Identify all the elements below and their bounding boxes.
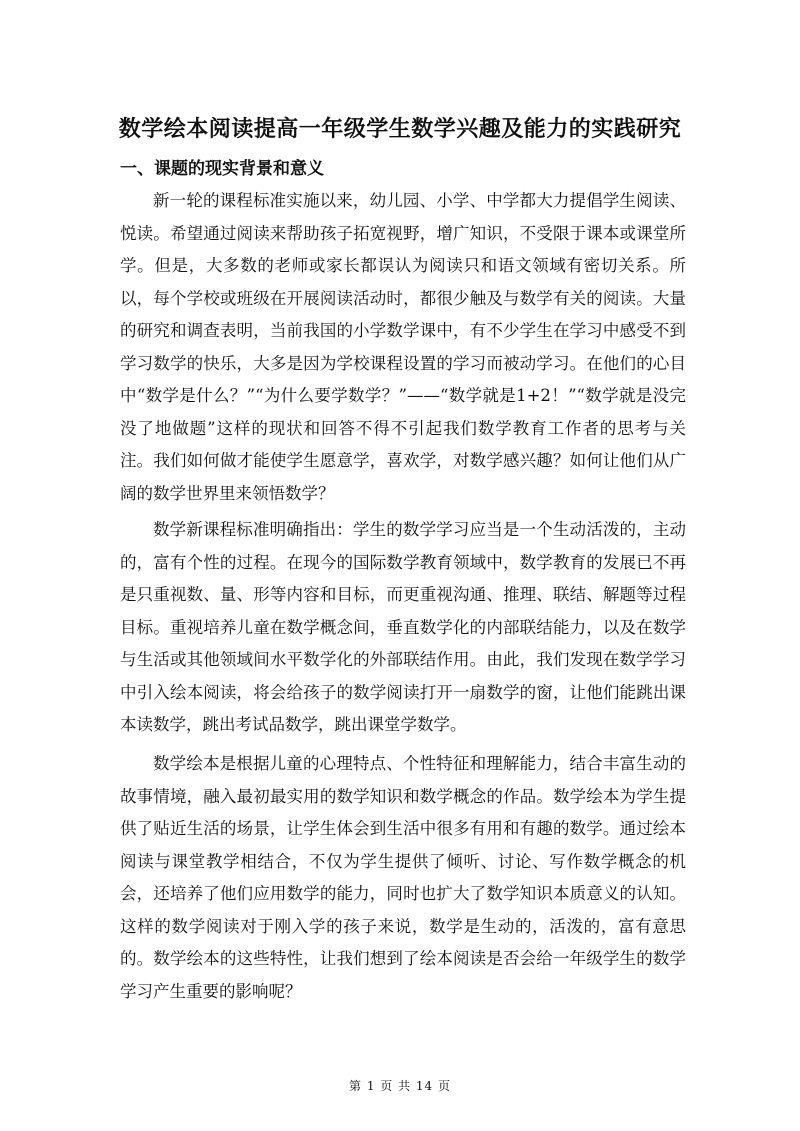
body-paragraph: 数学新课程标准明确指出：学生的数学学习应当是一个生动活泼的，主动的，富有个性的过程。在现今的国际数学教育领域中，数学教育的发展已不再是只重视数、量、形等内容和目标，而更重视沟通、推理、联结、解题等过程目标。重视培养儿童在数学概念间，垂直数学化的内部联结能力，以及在数学与生活或其他领域间水平数学化的外部联结作用。由此，我们发现在数学学习中引入绘本阅读，将会给孩子的数学阅读打开一扇数学的窗，让他们能跳出课本读数学，跳出考试品数学，跳出课堂学数学。 xyxy=(120,520,686,734)
document-title: 数学绘本阅读提高一年级学生数学兴趣及能力的实践研究 xyxy=(118,116,682,142)
body-paragraph: 新一轮的课程标准实施以来，幼儿园、小学、中学都大力提倡学生阅读、悦读。希望通过阅读来帮助孩子拓宽视野，增广知识，不受限于课本或课堂所学。但是，大多数的老师或家长都误认为阅读只和语文领域有密切关系。所以，每个学校或班级在开展阅读活动时，都很少触及与数学有关的阅读。大量的研究和调查表明，当前我国的小学数学课中，有不少学生在学习中感受不到学习数学的快乐，大多是因为学校课程设置的学习而被动学习。在他们的心目中“数学是什么？”“为什么要学数学？”——“数学就是1+2！”“数学就是没完没了地做题”这样的现状和回答不得不引起我们数学教育工作者的思考与关注。我们如何做才能使学生愿意学，喜欢学，对数学感兴趣？如何让他们从广阔的数学世界里来领悟数学？ xyxy=(120,191,686,503)
body-paragraph: 数学绘本是根据儿童的心理特点、个性特征和理解能力，结合丰富生动的故事情境，融入最初最实用的数学知识和数学概念的作品。数学绘本为学生提供了贴近生活的场景，让学生体会到生活中很多有用和有趣的数学。通过绘本阅读与课堂教学相结合，不仅为学生提供了倾听、讨论、写作数学概念的机会，还培养了他们应用数学的能力，同时也扩大了数学知识本质意义的认知。这样的数学阅读对于刚入学的孩子来说，数学是生动的，活泼的，富有意思的。数学绘本的这些特性，让我们想到了绘本阅读是否会给一年级学生的数学学习产生重要的影响呢？ xyxy=(120,754,686,1001)
page-number-footer: 第 1 页 共 14 页 xyxy=(349,1079,451,1093)
section-heading: 一、课题的现实背景和意义 xyxy=(120,159,324,179)
